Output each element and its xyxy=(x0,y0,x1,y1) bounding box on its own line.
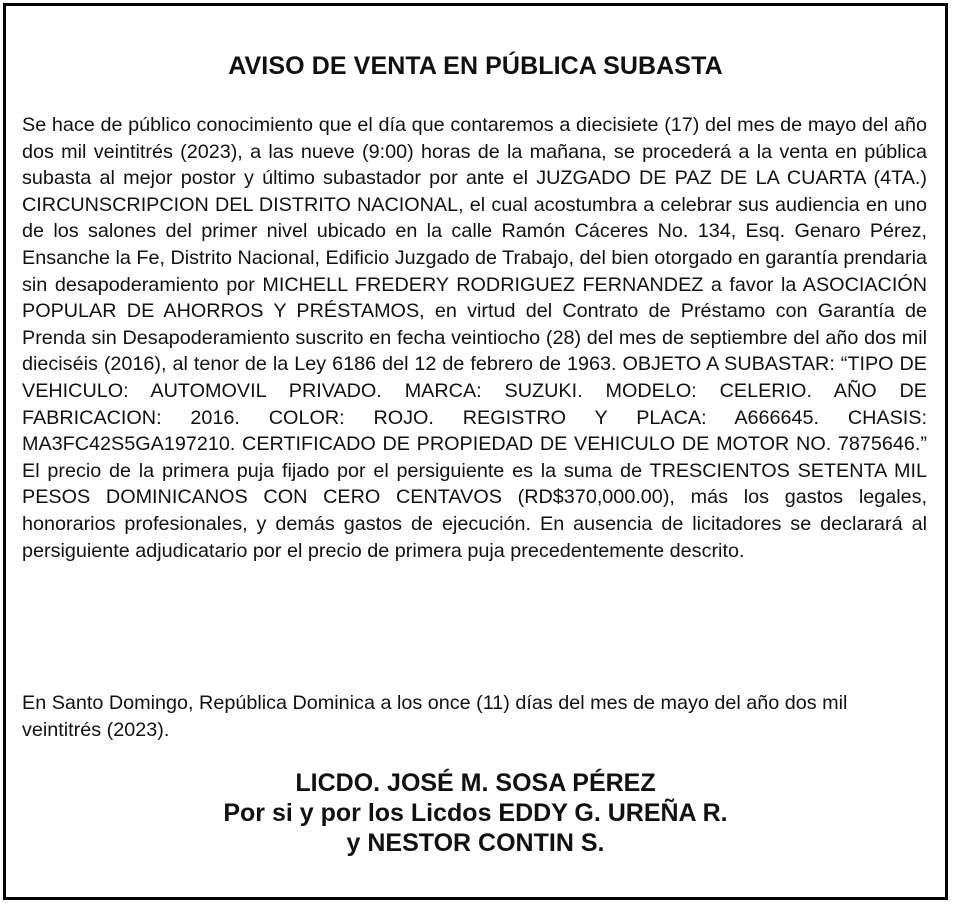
signature-line-3: y NESTOR CONTIN S. xyxy=(346,829,605,857)
signature-block xyxy=(6,768,945,858)
signature-line-2: Por si y por los Licdos EDDY G. UREÑA R. xyxy=(223,799,728,827)
notice-body: Se hace de público conocimiento que el día que contaremos a diecisiete (17) del mes de mayo del año dos mil veintitrés (2023), a las nueve (9:00) horas de la mañana, se procederá a la venta en pública subasta al mejor postor y último subastador por ante el JUZGADO DE PAZ DE LA CUARTA (4TA.) CIRCUNSCRIPCION DEL DISTRITO NACIONAL, el cual acostumbra a celebrar sus audiencia en uno de los salones del primer nivel ubicado en la calle Ramón Cáceres No. 134, Esq. Genaro Pérez, Ensanche la Fe, Distrito Nacional, Edificio Juzgado de Trabajo, del bien otorgado en garantía prendaria sin desapoderamiento por MICHELL FREDERY RODRIGUEZ FERNANDEZ a favor la ASOCIACIÓN POPULAR DE AHORROS Y PRÉSTAMOS, en virtud del Contrato de Préstamo con Garantía de Prenda sin Desapoderamiento suscrito en fecha veintiocho (28) del mes de septiembre del año dos mil dieciséis (2016), al tenor de la Ley 6186 del 12 de febrero de 1963. OBJETO A SUBASTAR: “TIPO DE VEHICULO: AUTOMOVIL PRIVADO. MARCA: SUZUKI. MODELO: CELERIO. AÑO DE FABRICACION: 2016. COLOR: ROJO. REGISTRO Y PLACA: A666645. CHASIS: MA3FC42S5GA197210. CERTIFICADO DE PROPIEDAD DE VEHICULO DE MOTOR NO. 7875646.” El precio de la primera puja fijado por el persiguiente es la suma de TRESCIENTOS SETENTA MIL PESOS DOMINICANOS CON CERO CENTAVOS (RD$370,000.00), más los gastos legales, honorarios profesionales, y demás gastos de ejecución. En ausencia de licitadores se declarará al persiguiente adjudicatario por el precio de primera puja precedentemente descrito. xyxy=(22,114,928,562)
notice-title: AVISO DE VENTA EN PÚBLICA SUBASTA xyxy=(228,52,723,80)
signature-line-1: LICDO. JOSÉ M. SOSA PÉREZ xyxy=(295,769,656,797)
notice-closing: En Santo Domingo, República Dominica a los once (11) días del mes de mayo del año dos mil veintitrés (2023). xyxy=(22,692,848,741)
legal-notice xyxy=(3,3,948,900)
